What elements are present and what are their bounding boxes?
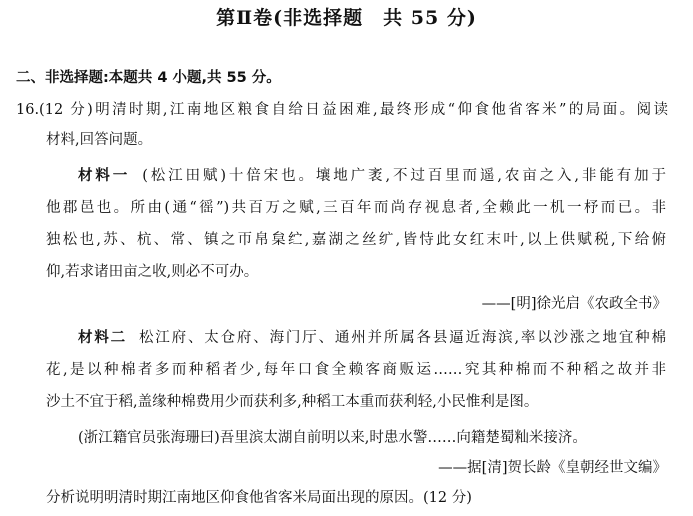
material2-line-4: (浙江籍官员张海珊曰)吾里滨太湖自前明以来,时患水警……向籍楚蜀籼米接济。 xyxy=(78,430,587,446)
material2-line-1 xyxy=(78,328,666,348)
material1-source: ——[明]徐光启《农政全书》 xyxy=(481,296,667,312)
material2-source: ——据[清]贺长龄《皇朝经世文编》 xyxy=(438,460,667,476)
material1-label: 材料一 xyxy=(78,167,131,184)
material1-line-2: 他郡邑也。所由(通“徭”)共百万之赋,三百年而尚存视息者,全赖此一机一杼而已。非 xyxy=(46,200,666,216)
material1-line-1 xyxy=(78,166,666,186)
material1-line-4: 仰,若求诸田亩之收,则必不可办。 xyxy=(46,264,259,280)
question-prompt: 分析说明明清时期江南地区仰食他省客米局面出现的原因。(12 分) xyxy=(46,490,472,506)
material2-line-2: 花,是以种棉者多而种稻者少,每年口食全赖客商贩运……究其种棉而不种稻之故并非 xyxy=(46,362,666,378)
material2-label: 材料二 xyxy=(78,329,127,346)
page-title: 第Ⅱ卷(非选择题 共 55 分) xyxy=(216,7,477,29)
material1-text-1: (松江田赋)十倍宋也。壤地广袤,不过百里而遥,农亩之入,非能有加于 xyxy=(142,168,667,184)
material1-line-3: 独松也,苏、杭、常、镇之帀帛枲纻,嘉湖之丝纩,皆恃此女红末叶,以上供赋税,下给俯 xyxy=(46,232,666,248)
question-stem-line-1: 16.(12 分)明清时期,江南地区粮食自给日益困难,最终形成“仰食他省客米”的局面。阅读 xyxy=(16,102,668,118)
material2-text-1: 松江府、太仓府、海门厅、通州并所属各县逼近海滨,率以沙涨之地宜种棉 xyxy=(138,330,667,346)
section-header: 二、非选择题:本题共 4 小题,共 55 分。 xyxy=(16,70,281,86)
material2-line-3: 沙土不宜于稻,盖缘种棉费用少而获利多,种稻工本重而获利轻,小民惟利是图。 xyxy=(46,394,539,410)
question-stem-line-2: 材料,回答问题。 xyxy=(46,132,153,148)
